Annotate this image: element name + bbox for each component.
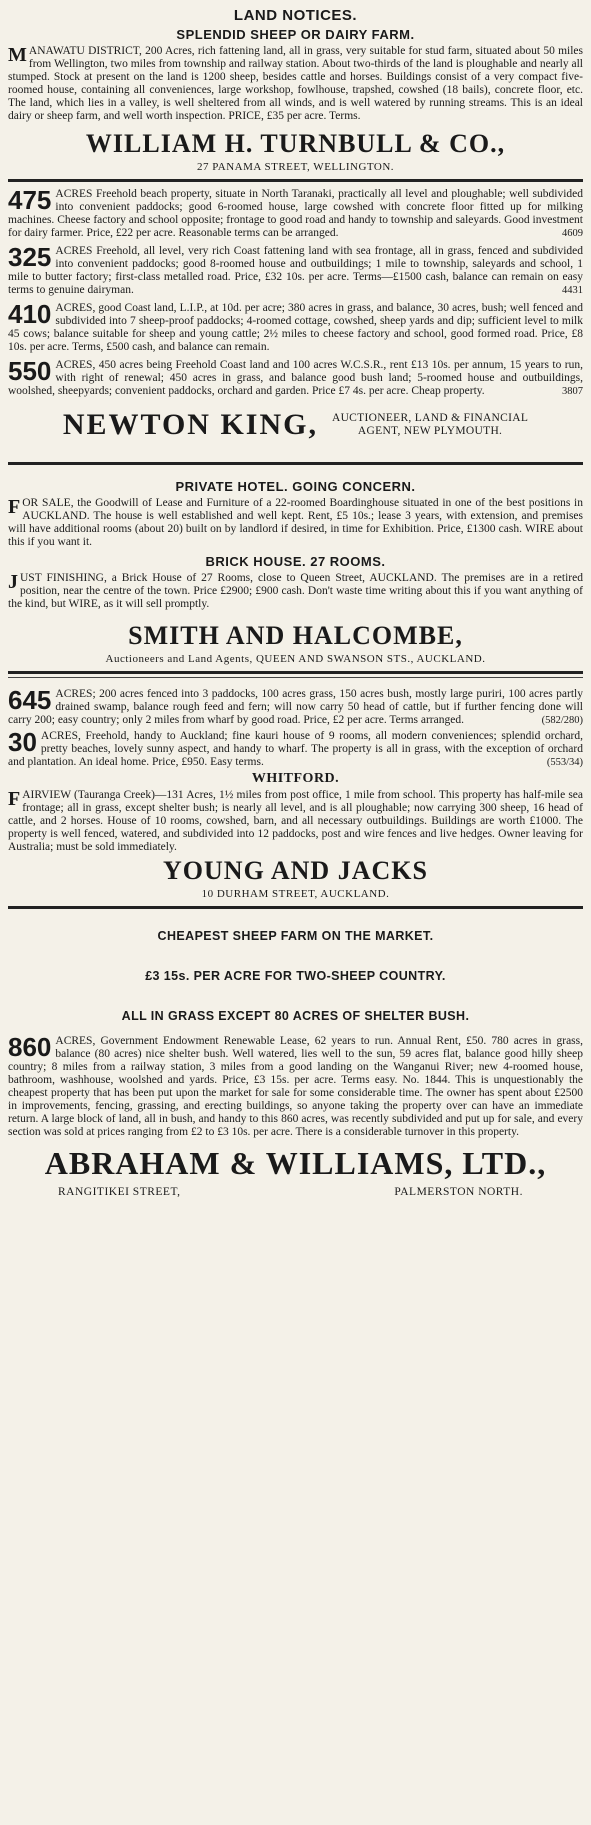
ad5-address-left: RANGITIKEI STREET, bbox=[58, 1186, 181, 1198]
ad-turnbull bbox=[8, 27, 583, 173]
ad2-signature bbox=[8, 408, 583, 442]
section-title: LAND NOTICES. bbox=[233, 7, 358, 24]
divider bbox=[8, 671, 583, 674]
ad3-heading2: BRICK HOUSE. 27 ROOMS. bbox=[205, 554, 386, 569]
listing bbox=[8, 185, 583, 240]
ad4-listing2 bbox=[8, 727, 583, 769]
ad-young-jacks bbox=[8, 685, 583, 900]
ad4-heading: WHITFORD. bbox=[251, 771, 340, 786]
ad1-initial: M bbox=[8, 44, 27, 66]
ad4-address: 10 DURHAM STREET, AUCKLAND. bbox=[201, 888, 390, 900]
listing-acres: 860 bbox=[8, 1032, 52, 1062]
ad1-body bbox=[8, 45, 583, 123]
listing-ref: (553/34) bbox=[546, 757, 583, 768]
listing-text: ACRES, 450 acres being Freehold Coast land and 100 acres W.C.S.R., rent £13 10s. per annum, 15 years to run, with right of renewal; 450 acres in grass, and balance good bush land; 5-roomed house and outbuildings, woolshed, sheepyards; convenient paddocks, orchard and garden. Price £7 4s. per acre. Cheap property. bbox=[8, 359, 583, 397]
listing-acres: 30 bbox=[8, 727, 37, 757]
ad5-address bbox=[8, 1186, 583, 1198]
listing bbox=[8, 242, 583, 297]
divider bbox=[8, 906, 583, 909]
ad5-heading3: ALL IN GRASS EXCEPT 80 ACRES OF SHELTER BUSH. bbox=[121, 1009, 470, 1023]
ad1-text: ANAWATU DISTRICT, 200 Acres, rich fattening land, all in grass, very suitable for stud farm, situated about 50 miles from Wellington, two miles from township and railway station. About two-thirds of the land is ploughable and nearly all stumped. Stock at present on the land is 1200 sheep, besides cattle and horses. Buildings consist of a very compact five-roomed house, containing all conveniences, large workshop, fowlhouse, trapshed, cowshed (18 bails), concrete floor, etc. The land, which lies in a valley, is well sheltered from all winds, and is well watered by running streams. This is an ideal dairy or sheep farm, and well worth inspection. PRICE, £35 per acre. Terms. bbox=[8, 45, 583, 122]
ad4-initial: F bbox=[8, 788, 21, 810]
ad3-address: Auctioneers and Land Agents, QUEEN AND SWANSON STS., AUCKLAND. bbox=[105, 653, 486, 665]
ad2-tagline-1: AUCTIONEER, LAND & FINANCIAL bbox=[331, 412, 529, 424]
listing-acres: 645 bbox=[8, 685, 52, 715]
listing-acres: 410 bbox=[8, 299, 52, 329]
ad2-tagline-2: AGENT, NEW PLYMOUTH. bbox=[357, 425, 503, 437]
listing-ref: 3807 bbox=[562, 386, 583, 397]
listing-acres: 550 bbox=[8, 356, 52, 386]
listing-ref: 4609 bbox=[562, 228, 583, 239]
listing-text: ACRES Freehold beach property, situate in North Taranaki, practically all level and ploughable; well subdivided into convenient paddocks; good 6-roomed house, large cowshed with concrete floor fitted up for milking machines. Cheese factory and school opposite; frontage to good road and handy to township and saleyards. Good investment for dairy farmer. Price, £22 per acre. Reasonable terms can be arranged. bbox=[8, 188, 583, 239]
ad4-body bbox=[8, 789, 583, 854]
ad1-firm: WILLIAM H. TURNBULL & CO., bbox=[85, 129, 506, 158]
ad1-heading: SPLENDID SHEEP OR DAIRY FARM. bbox=[176, 27, 415, 42]
listing bbox=[8, 356, 583, 398]
listing bbox=[8, 299, 583, 354]
ad2-tagline bbox=[332, 412, 528, 438]
ad3-body2 bbox=[8, 572, 583, 611]
ad4-text: AIRVIEW (Tauranga Creek)—131 Acres, 1½ miles from post office, 1 mile from school. This property has half-mile sea frontage; all in grass, except shelter bush; is nearly all level, and is all ploughable; now carrying 300 sheep, 16 head of cattle, and 2 horses. House of 10 rooms, cowshed, barn, and all necessary outbuildings. Buildings are worth £1000. The property is well fenced, watered, and subdivided into 12 paddocks, post and wire fences and live hedges. Owner leaving for Australia; must be sold immediately. bbox=[8, 789, 583, 853]
ad5-body bbox=[8, 1032, 583, 1139]
newspaper-page bbox=[8, 0, 583, 1198]
ad5-text: ACRES, Government Endowment Renewable Lease, 62 years to run. Annual Rent, £50. 780 acres in grass, balance (80 acres) nice shelter bush. Well watered, lies well to the sun, 59 acres flat, balance good hilly sheep country; 8 miles from a railway station, 3 miles from a good landing on the Wanganui River; new 4-roomed house, bathroom, washhouse, woolshed and yards. Price, £3 15s. per acre. Terms easy. No. 1844. This is unquestionably the cheapest property that has been put upon the market for sale for some considerable time. The owner has spent about £2500 in improvements, fencing, grassing, and erecting buildings, so anyone taking the property over can have an immediate return. A large block of land, all in bush, and handy to this 860 acres, was recently subdivided and put up for sale, and every section was sold at prices ranging from £2 to £3 10s. per acre. There is a considerable turnover in this property. bbox=[8, 1035, 583, 1138]
ad3-firm: SMITH AND HALCOMBE, bbox=[128, 621, 463, 650]
ad3-initial1: F bbox=[8, 496, 21, 518]
ad-abraham-williams bbox=[8, 929, 583, 1198]
ad2-firm: NEWTON KING, bbox=[62, 408, 318, 441]
ad1-address: 27 PANAMA STREET, WELLINGTON. bbox=[196, 161, 395, 173]
ad-smith-halcombe bbox=[8, 479, 583, 665]
ad3-initial2: J bbox=[8, 571, 18, 593]
ad4-firm: YOUNG AND JACKS bbox=[163, 856, 428, 885]
ad5-address-right: PALMERSTON NORTH. bbox=[394, 1186, 523, 1198]
ad3-body1 bbox=[8, 497, 583, 549]
ad3-heading1: PRIVATE HOTEL. GOING CONCERN. bbox=[175, 479, 416, 494]
listing-ref: 4431 bbox=[562, 285, 583, 296]
divider bbox=[8, 677, 583, 678]
ad5-firm: ABRAHAM & WILLIAMS, LTD., bbox=[44, 1145, 547, 1181]
listing-ref: (582/280) bbox=[541, 715, 583, 726]
ad4-listing1 bbox=[8, 685, 583, 727]
listing-text: ACRES, good Coast land, L.I.P., at 10d. per acre; 380 acres in grass, and balance, 30 acres, bush; well fenced and subdivided into 7 sheep-proof paddocks; 4-roomed cottage, cowshed, sheep yards and dip; sufficient level to milk 45 cows; balance suitable for sheep and young cattle; 2½ miles to cheese factory and school, good formed road. Price, £8 10s. per acre. Terms, £500 cash, and balance can remain. bbox=[8, 302, 583, 353]
divider bbox=[8, 462, 583, 465]
listing-text: ACRES, Freehold, handy to Auckland; fine kauri house of 9 rooms, all modern conveniences; splendid orchard, pretty beaches, lovely sunny aspect, and handy to wharf. The property is all in grass, with the exception of orchard and plantation. An ideal home. Price, £950. Easy terms. bbox=[8, 730, 583, 768]
listing-acres: 475 bbox=[8, 185, 52, 215]
ad-newton-king bbox=[8, 185, 583, 442]
divider bbox=[8, 179, 583, 182]
listing-acres: 325 bbox=[8, 242, 52, 272]
listing-text: ACRES; 200 acres fenced into 3 paddocks, 100 acres grass, 150 acres bush, mostly large puriri, 100 acres partly drained swamp, balance rough feed and fern; will now carry 50 head of cattle, but if further fencing done will carry 200; easy country; only 2 miles from wharf by good road. Price, £2 per acre. Terms arranged. bbox=[8, 688, 583, 726]
ad5-heading2: £3 15s. PER ACRE FOR TWO-SHEEP COUNTRY. bbox=[145, 969, 446, 983]
ad3-text1: OR SALE, the Goodwill of Lease and Furniture of a 22-roomed Boardinghouse situated in one of the best positions in AUCKLAND. The house is well established and well kept. Rent, £5 10s.; lease 3 years, with extension, and premises will have additional rooms (about 20) built on by landlord if desired, in time for Exhibition. Price, £1300 cash. WIRE about this if you want it. bbox=[8, 497, 583, 548]
listing-text: ACRES Freehold, all level, very rich Coast fattening land with sea frontage, all in grass, fenced and subdivided into convenient paddocks; good 8-roomed house and outbuildings; 1 mile to township, saleyards and school, 1 mile to butter factory; first-class metalled road. Price, £32 10s. per acre. Terms—£1500 cash, balance can remain on easy terms to genuine dairyman. bbox=[8, 245, 583, 296]
ad3-text2: UST FINISHING, a Brick House of 27 Rooms, close to Queen Street, AUCKLAND. The premises are in a retired position, near the centre of the town. Price £2900; £900 cash. Don't waste time writing about this if you want anything of the kind, but WIRE, as it will sell promptly. bbox=[8, 572, 583, 610]
ad5-heading1: CHEAPEST SHEEP FARM ON THE MARKET. bbox=[157, 929, 434, 943]
